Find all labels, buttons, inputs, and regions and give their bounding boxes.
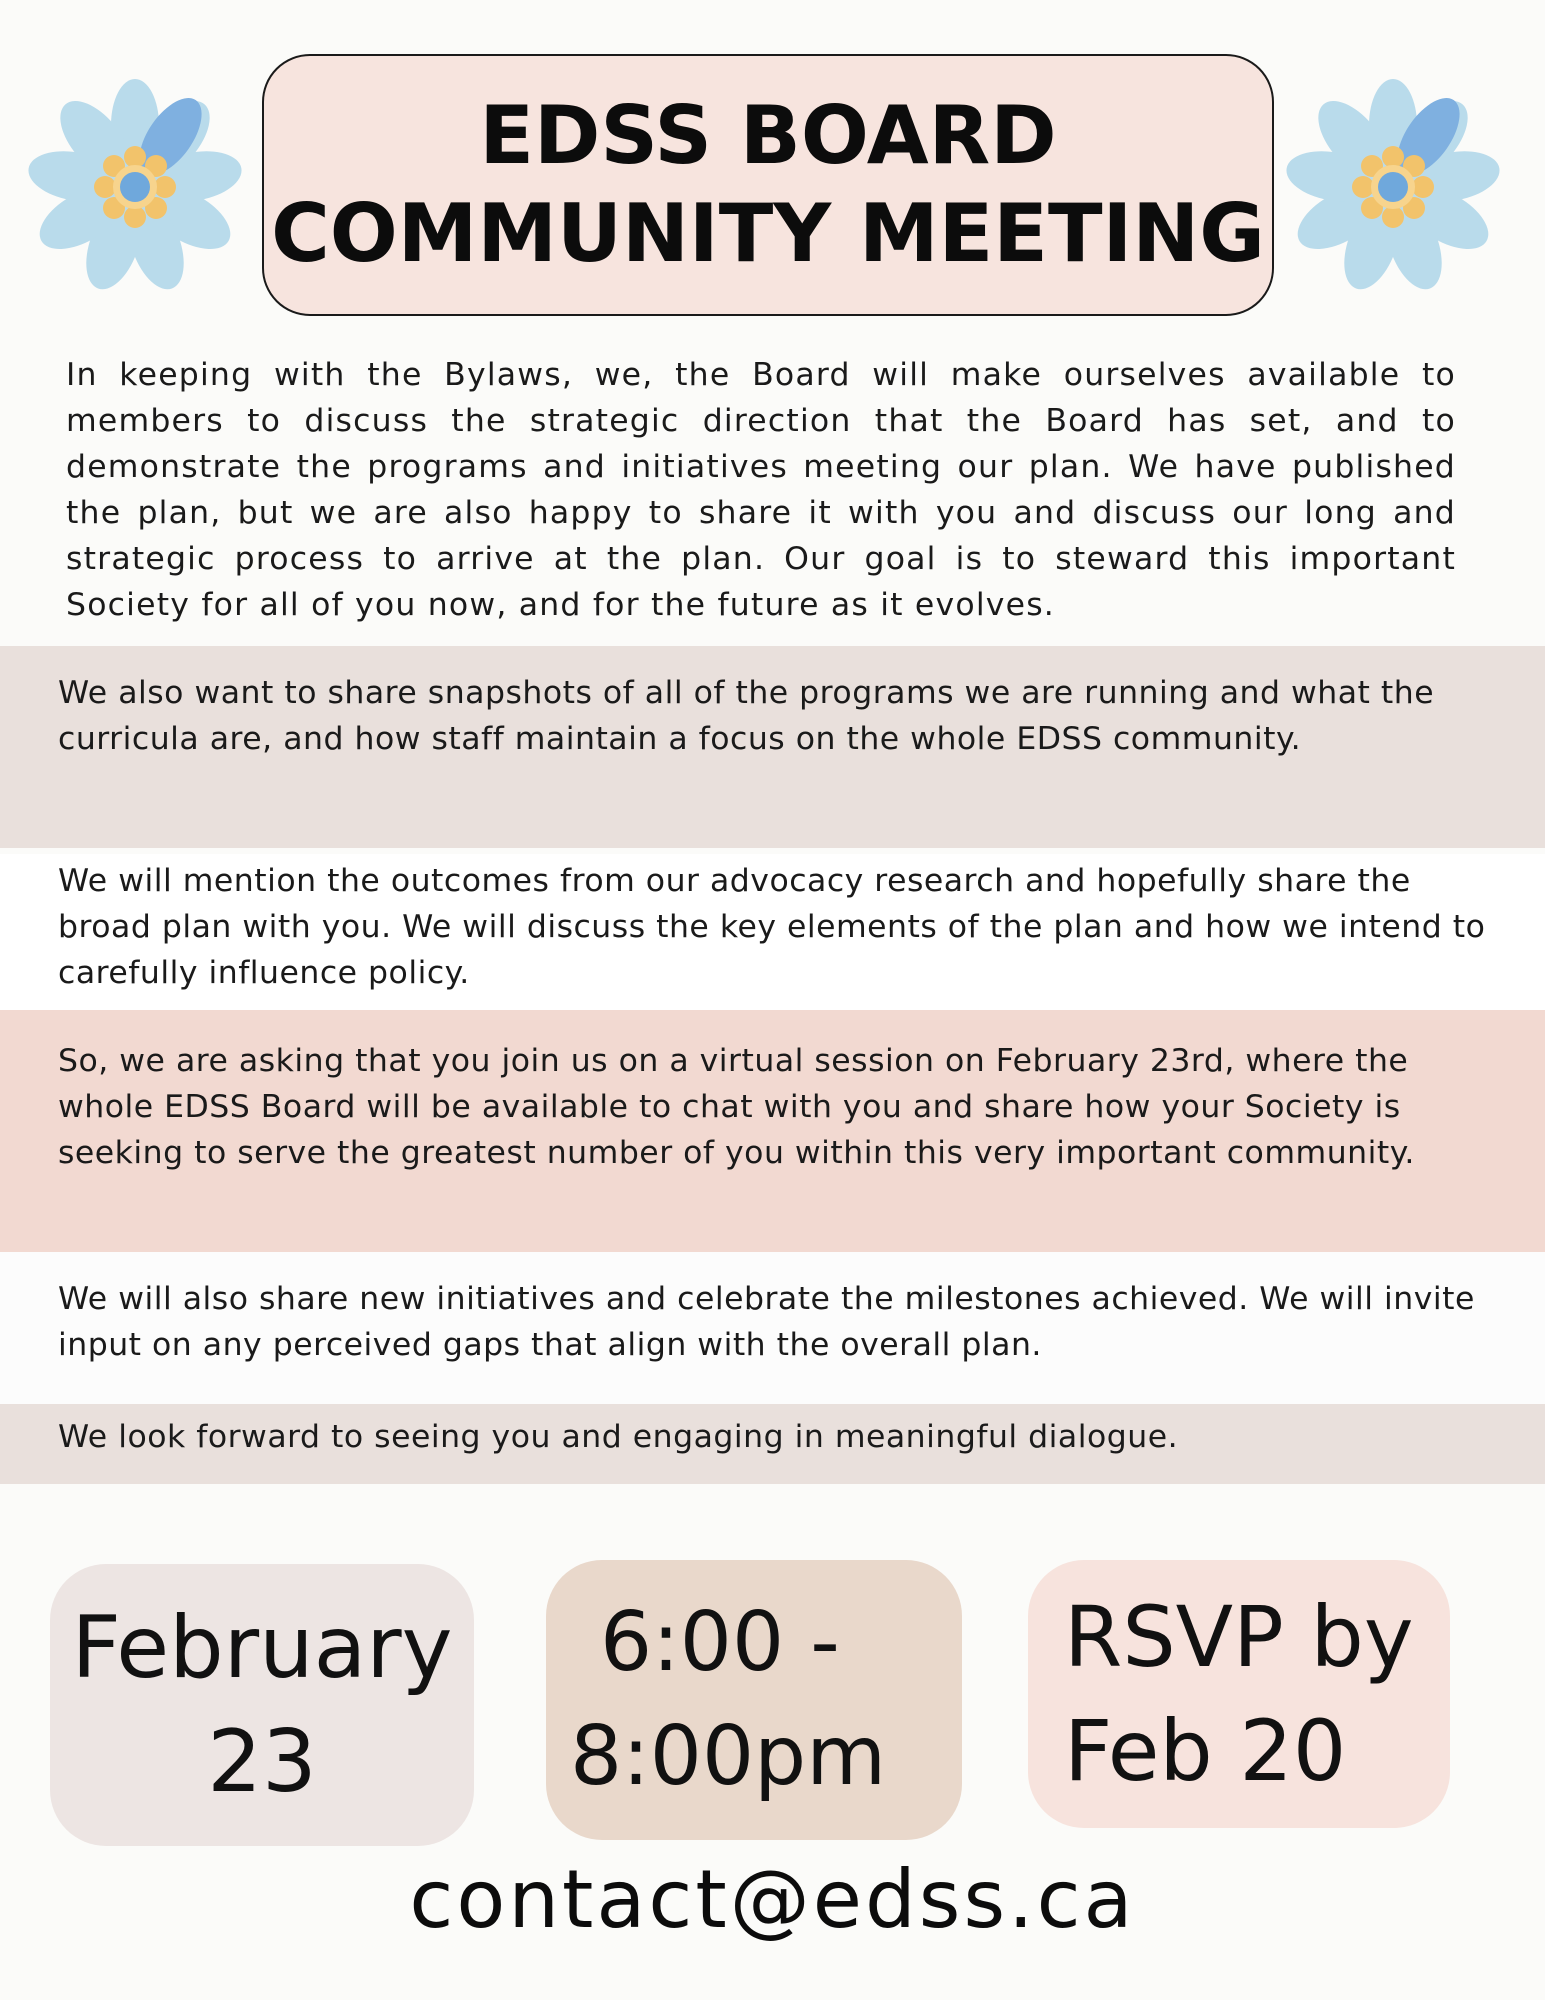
closing-paragraph: We look forward to seeing you and engaging in meaningful dialogue.: [58, 1419, 1179, 1455]
time-end: 8:00pm: [570, 1709, 887, 1804]
section-programs: [0, 646, 1545, 848]
page-title-line-2: COMMUNITY MEETING: [271, 187, 1265, 280]
page-title-line-1: EDSS BOARD: [479, 89, 1057, 182]
date-day: 23: [207, 1712, 317, 1812]
flower-icon: [20, 72, 250, 302]
invitation-paragraph: So, we are asking that you join us on a virtual session on February 23rd, where the whole EDSS Board will be available to chat with you and share how your Society is seeking to serve the greatest number of you within this very important community.: [58, 1043, 1415, 1171]
flower-icon: [1278, 72, 1508, 302]
time-card: [546, 1560, 962, 1840]
rsvp-date: Feb 20: [1064, 1702, 1347, 1800]
section-invitation: [0, 1010, 1545, 1252]
section-advocacy: [0, 854, 1545, 1010]
programs-paragraph: We also want to share snapshots of all of the programs we are running and what the curricula are, and how staff maintain a focus on the whole EDSS community.: [58, 675, 1435, 757]
date-month: February: [71, 1598, 453, 1698]
time-start: 6:00 -: [600, 1595, 840, 1690]
advocacy-paragraph: We will mention the outcomes from our advocacy research and hopefully share the broad plan with you. We will discuss the key elements of the plan and how we intend to carefully influence policy.: [58, 863, 1486, 991]
contact-email[interactable]: contact@edss.ca: [409, 1853, 1136, 1946]
rsvp-card: [1028, 1560, 1450, 1828]
intro-paragraph: In keeping with the Bylaws, we, the Board will make ourselves available to members to discuss the strategic direction that the Board has set, and to demonstrate the programs and initiatives meeting our plan. We have published the plan, but we are also happy to share it with you and discuss our long and strategic process to arrive at the plan. Our goal is to steward this important Society for all of you now, and for the future as it evolves.: [66, 357, 1456, 623]
section-initiatives: [0, 1252, 1545, 1404]
date-card: [50, 1564, 474, 1846]
rsvp-label: RSVP by: [1064, 1588, 1414, 1686]
initiatives-paragraph: We will also share new initiatives and celebrate the milestones achieved. We will invite input on any perceived gaps that align with the overall plan.: [58, 1281, 1475, 1363]
section-closing: [0, 1404, 1545, 1484]
title-banner: [262, 54, 1274, 316]
